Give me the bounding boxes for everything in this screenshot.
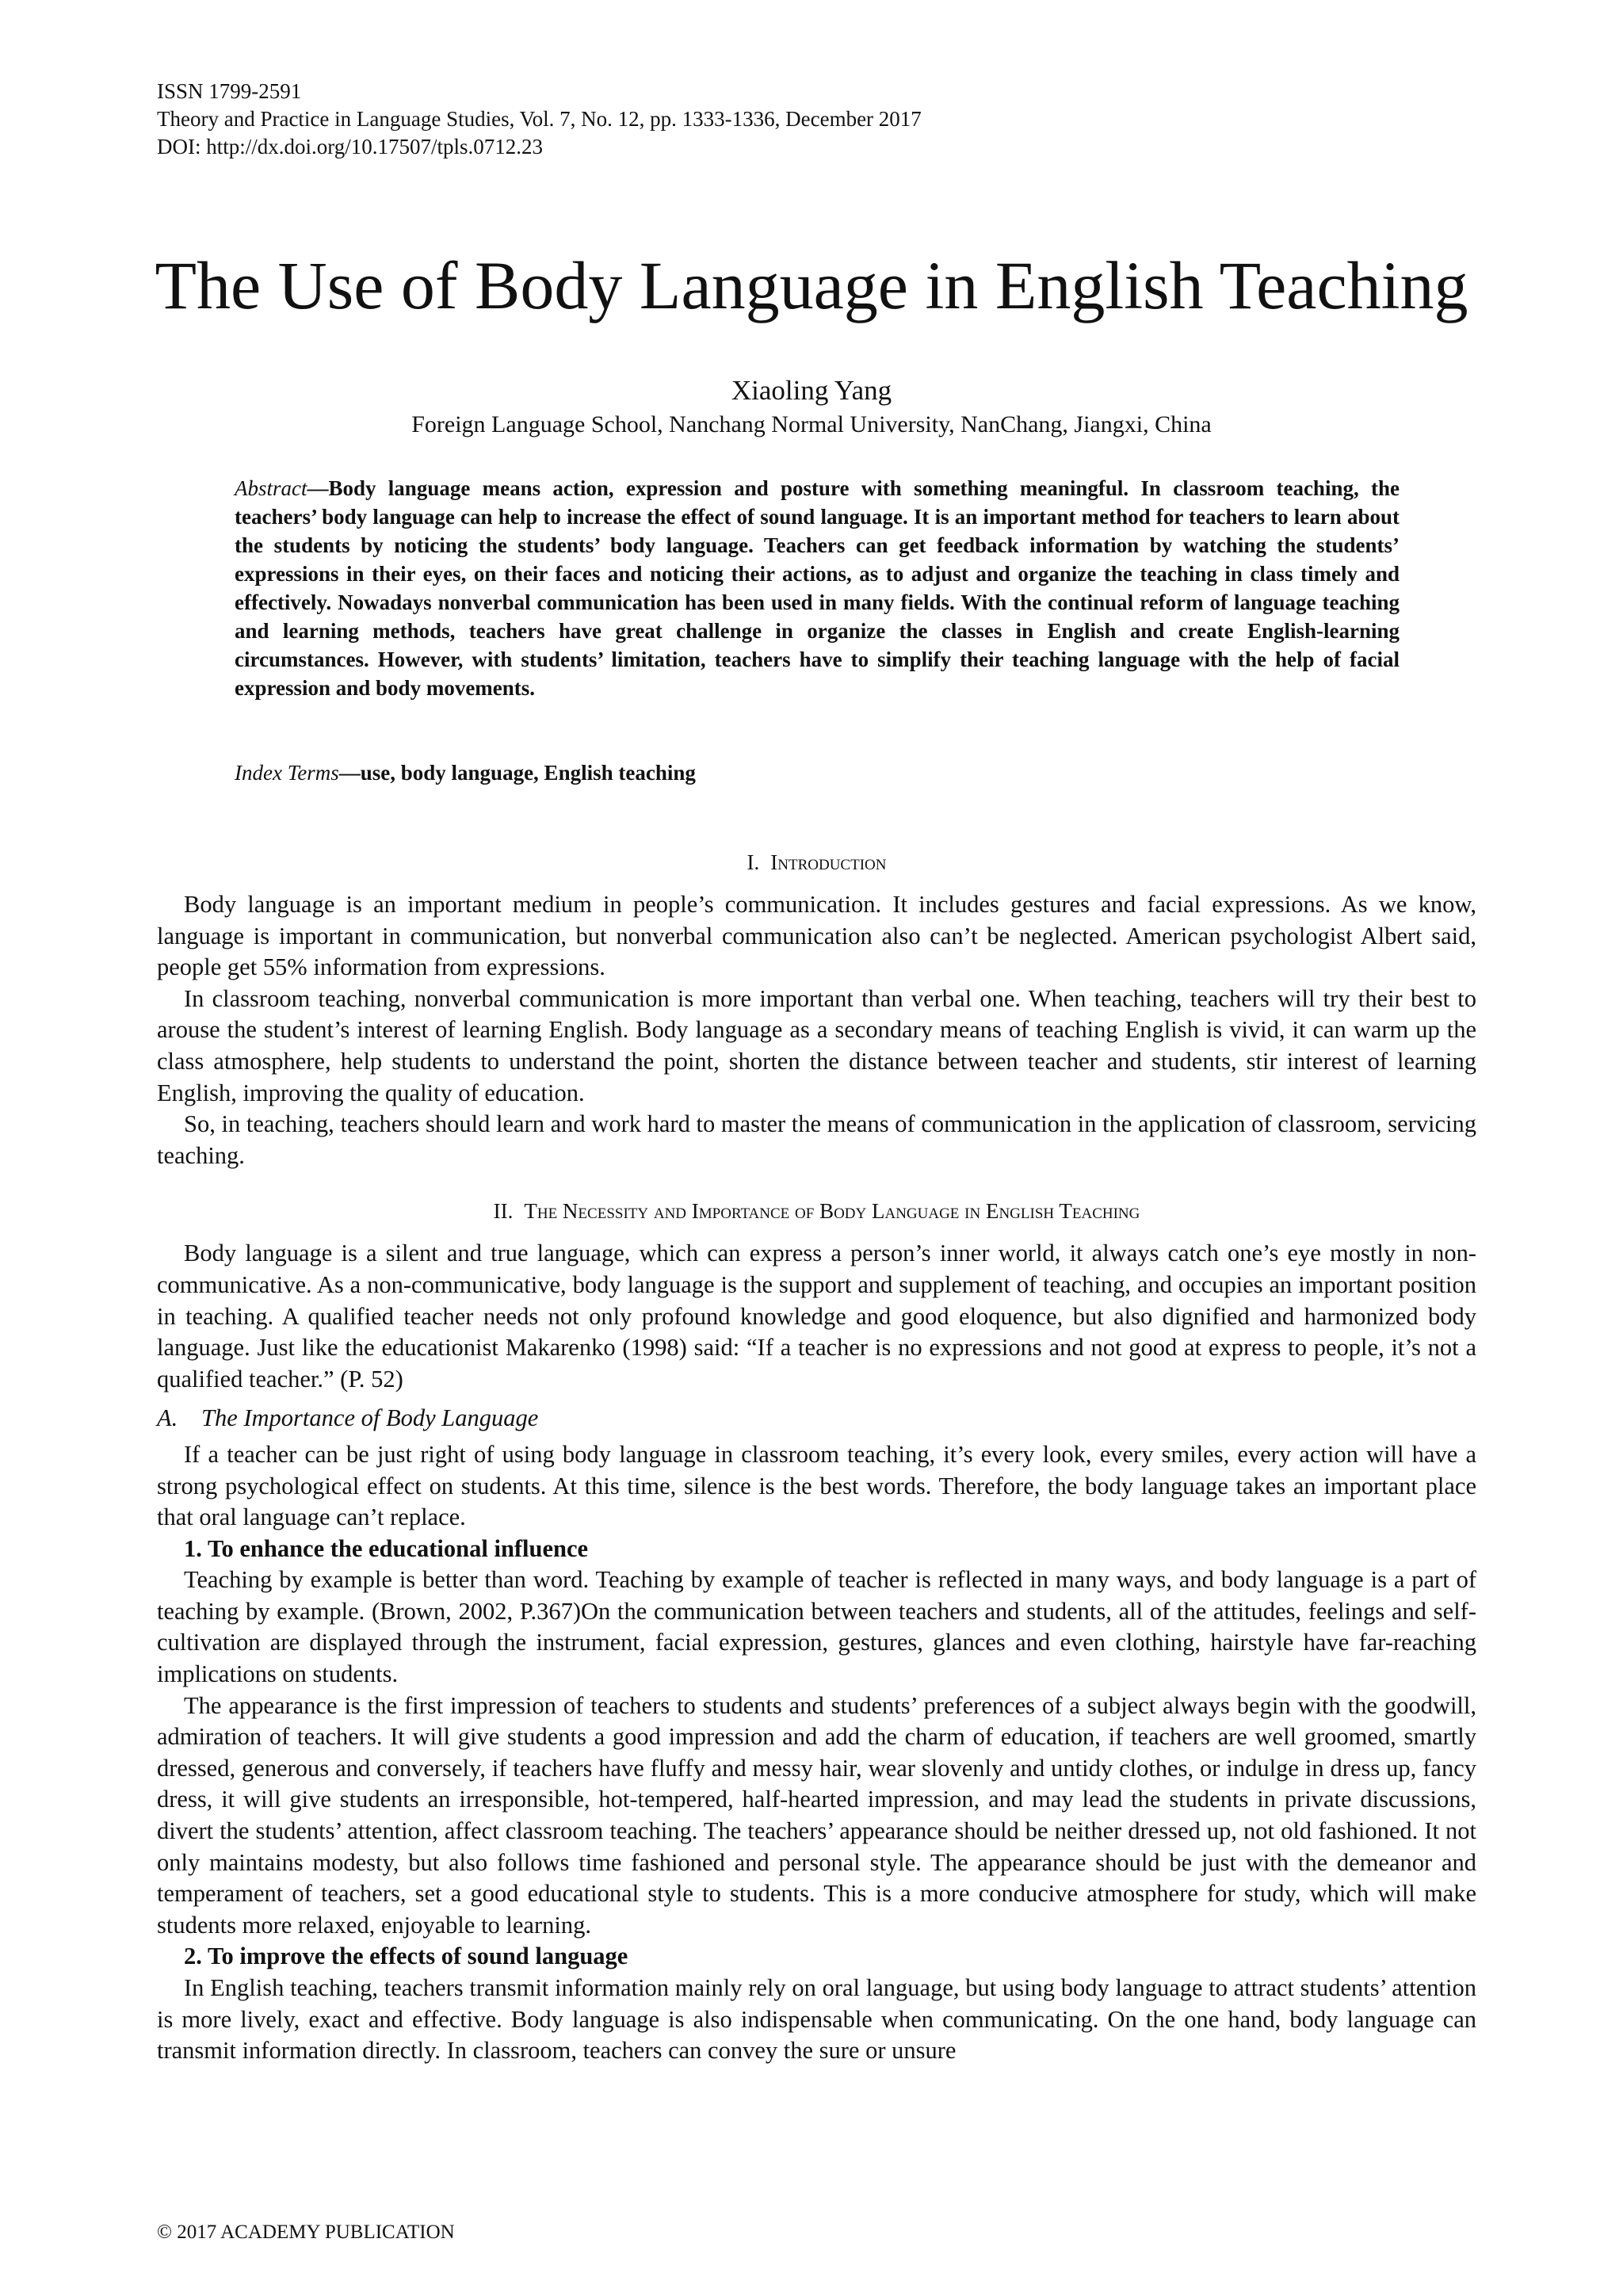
subsection-letter: A. [157,1404,178,1432]
paragraph: The appearance is the first impression of teachers to students and students’ preferences of a subject always begin with the goodwill, admiration of teachers. It will give students a good impression and add the charm of education, if teachers are well groomed, smartly dressed, generous and conversely, if teachers have fluffy and messy hair, wear slovenly and untidy clothes, or indulge in dress up, fancy dress, it will give students an irresponsible, hot-tempered, half-hearted impression, and may lead the students in private discussions, divert the students’ attention, affect classroom teaching. The teachers’ appearance should be neither dressed up, not old fashioned. It not only maintains modesty, but also follows time fashioned and personal style. The appearance should be just with the demeanor and temperament of teachers, set a good educational style to students. This is a more conducive atmosphere for study, which will make students more relaxed, enjoyable to learning. [157,1691,1476,1939]
numbered-heading: 2. To improve the effects of sound language [184,1943,628,1970]
paragraph: So, in teaching, teachers should learn and work hard to master the means of communication in the application of classroom, servicing teaching. [157,1110,1476,1169]
section-number: II. [493,1199,514,1224]
section-title: Introduction [770,850,887,874]
subsection-heading [157,1403,1476,1435]
paragraph: Body language is a silent and true language, which can express a person’s inner world, it always catch one’s eye mostly in non-communicative. As a non-communicative, body language is the support and supplement of teaching, and occupies an important position in teaching. A qualified teacher needs not only profound knowledge and good eloquence, but also dignified and harmonized body language. Just like the educationist Makarenko (1998) said: “If a teacher is no expressions and not good at express to people, it’s not a qualified teacher.” (P. 52) [157,1240,1476,1392]
section-title: The Necessity and Importance of Body Language in English Teaching [524,1199,1140,1224]
paragraph: Body language is an important medium in people’s communication. It includes gestures and facial expressions. As we know, language is important in communication, but nonverbal communication also can’t be neglected. American psychologist Albert said, people get 55% information from expressions. [157,891,1476,981]
author-affiliation: Foreign Language School, Nanchang Normal University, NanChang, Jiangxi, China [411,411,1212,437]
paragraph: In classroom teaching, nonverbal communication is more important than verbal one. When teaching, teachers will try their best to arouse the student’s interest of learning English. Body language as a secondary means of teaching English is vivid, it can warm up the class atmosphere, help students to understand the point, shorten the distance between teacher and students, stir interest of learning English, improving the quality of education. [157,984,1476,1106]
journal-citation: Theory and Practice in Language Studies, Vol. 7, No. 12, pp. 1333-1336, December 2017 [157,107,922,131]
paragraph: Teaching by example is better than word. Teaching by example of teacher is reflected in many ways, and body language is a part of teaching by example. (Brown, 2002, P.367)On the communication between teachers and students, all of the attitudes, feelings and self-cultivation are displayed through the instrument, facial expression, gestures, glances and even clothing, hairstyle have far-reaching implications on students. [157,1566,1476,1688]
paragraph: In English teaching, teachers transmit information mainly rely on oral language, but using body language to attract students’ attention is more lively, exact and effective. Body language is also indispensable when communicating. On the one hand, body language can transmit information directly. In classroom, teachers can convey the sure or unsure [157,1974,1476,2065]
issn: ISSN 1799-2591 [157,79,302,103]
numbered-heading: 1. To enhance the educational influence [184,1534,589,1562]
section-number: I. [747,850,760,874]
copyright-footer: © 2017 ACADEMY PUBLICATION [157,2222,455,2243]
journal-header [157,78,922,161]
index-terms [235,758,1400,787]
index-terms-text: —use, body language, English teaching [338,761,696,785]
abstract-text: —Body language means action, expression and posture with something meaningful. In classroom teaching, the teachers’ body language can help to increase the effect of sound language. It is an important method for teachers to learn about the students by noticing the students’ body language. Teachers can get feedback information by watching the students’ expressions in their eyes, on their faces and noticing their actions, as to adjust and organize the teaching in class timely and effectively. Nowadays nonverbal communication has been used in many fields. With the continual reform of language teaching and learning methods, teachers have great challenge in organize the classes in English and create English-learning circumstances. However, with students’ limitation, teachers have to simplify their teaching language with the help of facial expression and body movements. [235,476,1400,700]
index-terms-label: Index Terms [235,761,339,785]
subsection-title: The Importance of Body Language [201,1404,539,1432]
paper-body [157,846,1476,2067]
abstract [235,474,1400,702]
abstract-label: Abstract [235,476,307,500]
doi: DOI: http://dx.doi.org/10.17507/tpls.0712.23 [157,135,544,159]
paragraph: If a teacher can be just right of using body language in classroom teaching, it’s every look, every smiles, every action will have a strong psychological effect on students. At this time, silence is the best words. Therefore, the body language takes an important place that oral language can’t replace. [157,1440,1476,1531]
section-heading-introduction [157,846,1476,878]
author-name: Xiaoling Yang [731,375,892,406]
paper-title: The Use of Body Language in English Teaching [155,247,1468,323]
section-heading-necessity [157,1195,1476,1227]
